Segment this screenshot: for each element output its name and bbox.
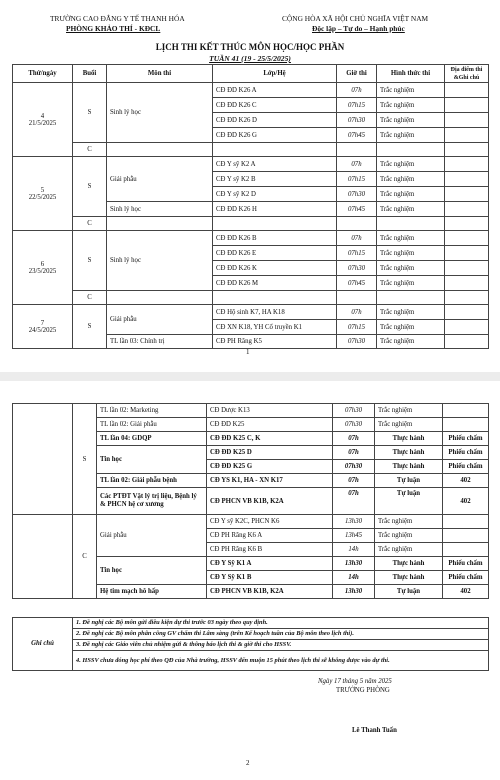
class-cell: CĐ Y Sỹ K1 B [207, 571, 333, 585]
column-header: Giờ thi [337, 65, 377, 83]
class-cell: CĐ PHCN VB K1B, K2A [207, 585, 333, 599]
table-row [13, 305, 489, 320]
note-cell: 402 [443, 474, 489, 488]
format-cell: Trắc nghiệm [375, 404, 443, 418]
class-cell: CĐ YS K1, HA - XN K17 [207, 474, 333, 488]
page-title: LỊCH THI KẾT THÚC MÔN HỌC/HỌC PHẦN [155, 42, 345, 52]
time-cell: 07h30 [333, 404, 375, 418]
note-cell [445, 335, 489, 349]
format-cell: Trắc nghiệm [377, 157, 445, 172]
class-cell: CĐ Y sỹ K2 B [213, 172, 337, 187]
format-cell: Trắc nghiệm [377, 276, 445, 291]
format-cell: Trắc nghiệm [377, 113, 445, 128]
note-cell [445, 320, 489, 335]
format-cell: Trắc nghiệm [377, 261, 445, 276]
subject-cell: Giải phẫu [107, 157, 213, 202]
note-cell: Phiếu chấm [443, 571, 489, 585]
column-header: Địa điểm thi &Ghi chú [445, 65, 489, 83]
week-subtitle: TUẦN 41 (19 - 25/5/2025) [209, 54, 291, 63]
note-cell [443, 404, 489, 418]
column-header: Buổi [73, 65, 107, 83]
class-cell: CĐ ĐD K26 M [213, 276, 337, 291]
national-motto: Độc lập – Tự do – Hạnh phúc [312, 24, 405, 33]
subject-cell: Giải phẫu [107, 305, 213, 335]
subject-cell: TL lần 02: Marketing [97, 404, 207, 418]
time-cell: 13h45 [333, 529, 375, 543]
class-cell: CĐ PH Răng K6 A [207, 529, 333, 543]
format-cell: Trắc nghiệm [377, 335, 445, 349]
format-cell: Thực hành [375, 460, 443, 474]
format-cell: Trắc nghiệm [377, 320, 445, 335]
class-cell: CĐ PHCN VB K1B, K2A [207, 488, 333, 515]
column-header: Hình thức thi [377, 65, 445, 83]
subject-cell: Các PTĐT Vật lý trị liệu, Bệnh lý & PHCN hệ cơ xương [97, 488, 207, 515]
class-cell: CĐ ĐD K25 C, K [207, 432, 333, 446]
format-cell: Thực hành [375, 446, 443, 460]
time-cell: 07h [337, 157, 377, 172]
empty-cell [445, 143, 489, 157]
time-cell: 07h15 [337, 246, 377, 261]
national-title: CỘNG HÒA XÃ HỘI CHỦ NGHĨA VIỆT NAM [282, 14, 429, 23]
format-cell: Trắc nghiệm [375, 515, 443, 529]
day-number: 7 [40, 319, 45, 327]
table-row [13, 231, 489, 246]
day-number: 6 [40, 260, 45, 268]
class-cell: CĐ Dược K13 [207, 404, 333, 418]
time-cell: 07h [337, 305, 377, 320]
empty-cell [213, 291, 337, 305]
note-cell [445, 187, 489, 202]
exam-schedule-table [12, 64, 489, 349]
time-cell: 13h30 [333, 515, 375, 529]
note-cell [443, 418, 489, 432]
empty-cell [337, 291, 377, 305]
time-cell: 07h30 [337, 335, 377, 349]
column-header: Môn thi [107, 65, 213, 83]
day-date: 23/5/2025 [28, 267, 57, 275]
note-cell [445, 261, 489, 276]
day-cell [13, 157, 73, 231]
notes-table [12, 617, 489, 671]
empty-cell [107, 291, 213, 305]
note-cell [445, 157, 489, 172]
session-cell: S [73, 83, 107, 143]
subject-cell: TL lần 02: Giải phẫu bệnh [97, 474, 207, 488]
time-cell: 07h [333, 488, 375, 515]
note-cell [445, 305, 489, 320]
note-row [13, 651, 489, 671]
table-row [13, 404, 489, 418]
column-header: Thứ/ngày [13, 65, 73, 83]
note-row [13, 618, 489, 629]
day-cell [13, 305, 73, 349]
note-cell [445, 231, 489, 246]
format-cell: Trắc nghiệm [377, 246, 445, 261]
note-cell [445, 83, 489, 98]
format-cell: Trắc nghiệm [377, 305, 445, 320]
class-cell: CĐ PH Răng K6 B [207, 543, 333, 557]
session-cell: S [73, 404, 97, 515]
note-row [13, 629, 489, 640]
empty-cell [213, 143, 337, 157]
class-cell: CĐ Y sỹ K2 D [213, 187, 337, 202]
format-cell: Trắc nghiệm [375, 418, 443, 432]
note-cell [443, 543, 489, 557]
day-number: 4 [40, 112, 45, 120]
time-cell: 07h45 [337, 128, 377, 143]
note-cell [445, 202, 489, 217]
class-cell: CĐ ĐD K26 C [213, 98, 337, 113]
class-cell: CĐ ĐD K25 D [207, 446, 333, 460]
format-cell: Trắc nghiệm [377, 202, 445, 217]
format-cell: Trắc nghiệm [377, 231, 445, 246]
table-row [13, 291, 489, 305]
class-cell: CĐ ĐD K26 G [213, 128, 337, 143]
note-item: 3. Đề nghị các Giáo viên chủ nhiệm gửi & thông báo lịch thi & giờ thi cho HSSV. [73, 640, 489, 651]
session-cell: C [73, 515, 97, 599]
class-cell: CĐ ĐD K26 H [213, 202, 337, 217]
note-cell [445, 276, 489, 291]
time-cell: 07h [333, 474, 375, 488]
class-cell: CĐ ĐD K25 [207, 418, 333, 432]
time-cell: 07h15 [337, 172, 377, 187]
signature-title: TRƯỞNG PHÒNG [336, 687, 390, 694]
time-cell: 07h30 [333, 460, 375, 474]
time-cell: 07h15 [337, 98, 377, 113]
note-item: 4. HSSV chưa đóng học phí theo QĐ của Nhà trường, HSSV đến muộn 15 phút theo lịch thi sẽ không được vào dự thi. [73, 651, 489, 671]
time-cell: 07h30 [333, 418, 375, 432]
session-cell: C [73, 217, 107, 231]
format-cell: Thực hành [375, 571, 443, 585]
class-cell: CĐ ĐD K26 D [213, 113, 337, 128]
empty-cell [107, 143, 213, 157]
class-cell: CĐ XN K18, YH Cổ truyền K1 [213, 320, 337, 335]
time-cell: 14h [333, 543, 375, 557]
note-cell [445, 98, 489, 113]
time-cell: 07h [333, 446, 375, 460]
document-page-2 [0, 381, 500, 780]
day-date: 21/5/2025 [28, 119, 57, 127]
page-number: 2 [246, 759, 250, 767]
session-cell: C [73, 143, 107, 157]
format-cell: Trắc nghiệm [375, 529, 443, 543]
session-cell: S [73, 305, 107, 349]
note-item: 2. Đề nghị các Bộ môn phân công GV chấm thi Lâm sàng (trên Kế hoạch tuần của Bộ môn theo lịch thi). [73, 629, 489, 640]
time-cell: 13h30 [333, 585, 375, 599]
subject-cell: Giải phẫu [97, 515, 207, 557]
class-cell: CĐ ĐD K26 E [213, 246, 337, 261]
empty-cell [337, 143, 377, 157]
time-cell: 07h30 [337, 261, 377, 276]
class-cell: CĐ ĐD K26 A [213, 83, 337, 98]
empty-cell [445, 217, 489, 231]
signature-date: Ngày 17 tháng 5 năm 2025 [318, 678, 392, 685]
format-cell: Thực hành [375, 557, 443, 571]
note-cell [445, 128, 489, 143]
signature-name: Lê Thanh Tuấn [352, 727, 397, 734]
time-cell: 07h15 [337, 320, 377, 335]
format-cell: Trắc nghiệm [377, 98, 445, 113]
class-cell: CĐ Y sỹ K2C, PHCN K6 [207, 515, 333, 529]
format-cell: Trắc nghiệm [377, 187, 445, 202]
page-number: 1 [246, 348, 250, 356]
time-cell: 07h [337, 83, 377, 98]
table-row [13, 217, 489, 231]
format-cell: Trắc nghiệm [377, 83, 445, 98]
note-item: 1. Đề nghị các Bộ môn gửi điều kiện dự thi trước 03 ngày theo quy định. [73, 618, 489, 629]
table-row [13, 157, 489, 172]
empty-cell [107, 217, 213, 231]
exam-schedule-table-continued [12, 403, 489, 599]
subject-cell: Hệ tim mạch hô hấp [97, 585, 207, 599]
empty-cell [377, 217, 445, 231]
document-page-1 [0, 0, 500, 372]
note-cell: Phiếu chấm [443, 432, 489, 446]
time-cell: 07h [337, 231, 377, 246]
note-cell: Phiếu chấm [443, 446, 489, 460]
notes-label: Ghi chú [13, 618, 73, 671]
department-name: PHÒNG KHẢO THÍ - KĐCL [66, 24, 161, 33]
class-cell: CĐ Y Sỹ K1 A [207, 557, 333, 571]
table-row [13, 83, 489, 98]
empty-cell [213, 217, 337, 231]
table-row [13, 143, 489, 157]
empty-cell [377, 143, 445, 157]
class-cell: CĐ Y sỹ K2 A [213, 157, 337, 172]
time-cell: 07h30 [337, 187, 377, 202]
day-cell [13, 83, 73, 157]
class-cell: CĐ ĐD K26 K [213, 261, 337, 276]
format-cell: Tự luận [375, 488, 443, 515]
note-cell: 402 [443, 488, 489, 515]
subject-cell: Sinh lý học [107, 83, 213, 143]
time-cell: 14h [333, 571, 375, 585]
format-cell: Trắc nghiệm [377, 128, 445, 143]
subject-cell: TL lần 03: Chính trị [107, 335, 213, 349]
format-cell: Thực hành [375, 432, 443, 446]
time-cell: 07h45 [337, 202, 377, 217]
day-number: 5 [40, 186, 45, 194]
note-cell: Phiếu chấm [443, 557, 489, 571]
session-cell: C [73, 291, 107, 305]
subject-cell: Sinh lý học [107, 231, 213, 291]
note-cell [443, 529, 489, 543]
class-cell: CĐ PH Răng K5 [213, 335, 337, 349]
school-name: TRƯỜNG CAO ĐẲNG Y TẾ THANH HÓA [50, 14, 185, 23]
session-cell: S [73, 157, 107, 217]
time-cell: 07h [333, 432, 375, 446]
subject-cell: TL lần 04: GDQP [97, 432, 207, 446]
class-cell: CĐ ĐD K25 G [207, 460, 333, 474]
note-cell [443, 515, 489, 529]
subject-cell: Tin học [97, 557, 207, 585]
format-cell: Trắc nghiệm [377, 172, 445, 187]
day-date: 22/5/2025 [28, 193, 57, 201]
format-cell: Tự luận [375, 474, 443, 488]
subject-cell: TL lần 02: Giải phẫu [97, 418, 207, 432]
table-row [13, 515, 489, 529]
time-cell: 07h45 [337, 276, 377, 291]
note-cell [445, 172, 489, 187]
column-header: Lớp/Hệ [213, 65, 337, 83]
time-cell: 13h30 [333, 557, 375, 571]
subject-cell: Tin học [97, 446, 207, 474]
empty-cell [377, 291, 445, 305]
empty-cell [337, 217, 377, 231]
session-cell: S [73, 231, 107, 291]
day-date: 24/5/2025 [28, 326, 57, 334]
day-cell [13, 404, 73, 515]
note-row [13, 640, 489, 651]
empty-cell [445, 291, 489, 305]
day-cell [13, 231, 73, 305]
time-cell: 07h30 [337, 113, 377, 128]
subject-cell: Sinh lý học [107, 202, 213, 217]
format-cell: Trắc nghiệm [375, 543, 443, 557]
class-cell: CĐ Hộ sinh K7, HA K18 [213, 305, 337, 320]
table-header-row [13, 65, 489, 83]
note-cell [445, 246, 489, 261]
note-cell: 402 [443, 585, 489, 599]
class-cell: CĐ ĐD K26 B [213, 231, 337, 246]
note-cell: Phiếu chấm [443, 460, 489, 474]
day-cell [13, 515, 73, 599]
note-cell [445, 113, 489, 128]
format-cell: Tự luận [375, 585, 443, 599]
